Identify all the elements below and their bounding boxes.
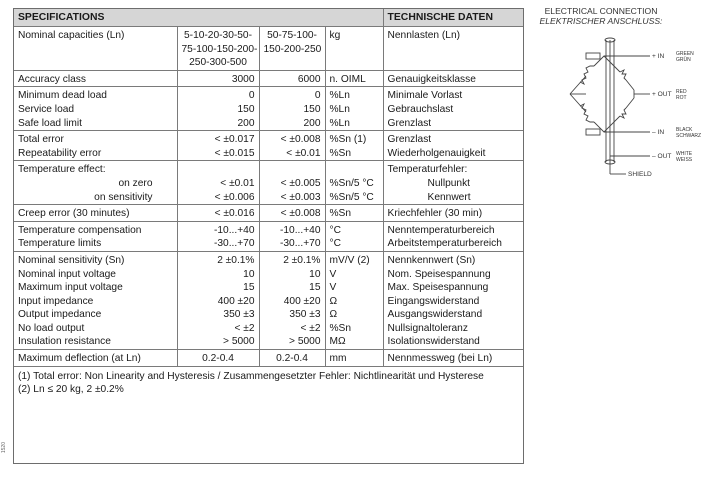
spec-label <box>14 191 177 205</box>
spec-value-v2: 10 <box>259 268 325 282</box>
spec-row <box>14 308 523 322</box>
spec-label <box>14 350 177 366</box>
spec-value-v1: < ±0.015 <box>177 147 259 161</box>
spec-german <box>383 177 523 191</box>
spec-unit: MΩ <box>325 335 383 349</box>
spec-unit: %Sn <box>325 205 383 222</box>
spec-value-line: 250-300-500 <box>189 57 247 69</box>
spec-label-text: on sensitivity <box>94 191 153 203</box>
spec-label-text: Total error <box>18 134 64 146</box>
spec-german <box>383 147 523 161</box>
spec-german <box>383 161 523 177</box>
spec-value-v1: 15 <box>177 281 259 295</box>
spec-row <box>14 131 523 147</box>
spec-unit: %Sn <box>325 147 383 161</box>
spec-unit: %Sn/5 °C <box>325 191 383 205</box>
spec-german <box>383 281 523 295</box>
spec-value-v1: < ±2 <box>177 322 259 336</box>
spec-german-text: Ausgangswiderstand <box>387 309 483 321</box>
spec-row <box>14 281 523 295</box>
spec-label <box>14 221 177 237</box>
spec-label <box>14 268 177 282</box>
bridge-diagram <box>530 4 708 194</box>
spec-value-v2: 350 ±3 <box>259 308 325 322</box>
spec-label-text: on zero <box>118 177 153 189</box>
electrical-title: ELECTRICAL CONNECTION <box>544 6 658 16</box>
spec-label <box>14 237 177 251</box>
spec-row <box>14 27 523 71</box>
spec-german <box>383 87 523 103</box>
spec-value-v1: 2 ±0.1% <box>177 251 259 267</box>
spec-grid <box>14 9 523 366</box>
spec-german <box>383 103 523 117</box>
wire-color-white: WHITE <box>676 151 693 157</box>
spec-value-v2: 0.2-0.4 <box>259 350 325 366</box>
spec-value-line: 50-75-100- <box>267 30 317 41</box>
spec-label-text: Accuracy class <box>18 73 86 85</box>
footnote-2: (2) Ln ≤ 20 kg, 2 ±0.2% <box>18 384 124 396</box>
header-row <box>14 9 523 27</box>
spec-label-text: Safe load limit <box>18 117 82 129</box>
spec-unit: Ω <box>325 295 383 309</box>
spec-value-v1: 400 ±20 <box>177 295 259 309</box>
spec-row <box>14 161 523 177</box>
spec-german <box>383 191 523 205</box>
spec-german <box>383 268 523 282</box>
shield-label: SHIELD <box>628 171 652 178</box>
spec-german-text: Grenzlast <box>387 134 432 146</box>
spec-value-v1: 150 <box>177 103 259 117</box>
spec-label-text: Minimum dead load <box>18 90 107 102</box>
spec-value-v2: 400 ±20 <box>259 295 325 309</box>
header-technische-daten: TECHNISCHE DATEN <box>383 9 523 27</box>
spec-label-text: Output impedance <box>18 309 102 321</box>
spec-value-v2: 150 <box>259 103 325 117</box>
spec-row <box>14 268 523 282</box>
spec-german-text: Genauigkeitsklasse <box>387 73 476 85</box>
spec-unit: %Ln <box>325 103 383 117</box>
spec-unit: %Sn <box>325 322 383 336</box>
spec-unit: V <box>325 268 383 282</box>
spec-german-text: Nennmessweg (bei Ln) <box>387 353 493 365</box>
spec-unit: %Sn (1) <box>325 131 383 147</box>
spec-value-v1: -10...+40 <box>177 221 259 237</box>
spec-label-text: Insulation resistance <box>18 336 111 348</box>
spec-german-text: Nenntemperaturbereich <box>387 224 495 236</box>
header-specifications: SPECIFICATIONS <box>14 9 383 27</box>
spec-value-v2: < ±0.008 <box>259 205 325 222</box>
spec-row <box>14 295 523 309</box>
spec-german-text: Kennwert <box>427 191 471 203</box>
wire-label-plus-in: + IN <box>652 53 665 60</box>
spec-unit <box>325 161 383 177</box>
spec-german-text: Gebrauchslast <box>387 103 454 115</box>
spec-label <box>14 27 177 71</box>
spec-row <box>14 237 523 251</box>
spec-german-text: Wiederholgenauigkeit <box>387 147 486 159</box>
wire-color-gruen: GRÜN <box>676 57 691 63</box>
spec-label-text: Temperature effect: <box>18 164 106 176</box>
spec-value-v1: 350 ±3 <box>177 308 259 322</box>
spec-value-v2: < ±0.003 <box>259 191 325 205</box>
spec-unit: %Sn/5 °C <box>325 177 383 191</box>
spec-german-text: Nennlasten (Ln) <box>387 30 461 41</box>
spec-unit: kg <box>325 27 383 71</box>
spec-unit: Ω <box>325 308 383 322</box>
spec-value-v2: 0 <box>259 87 325 103</box>
spec-label-text: Nominal sensitivity (Sn) <box>18 254 125 266</box>
spec-german <box>383 70 523 87</box>
spec-value-v2: > 5000 <box>259 335 325 349</box>
spec-label <box>14 281 177 295</box>
electrical-subtitle: ELEKTRISCHER ANSCHLUSS: <box>539 16 663 26</box>
wire-color-weiss: WEISS <box>676 157 693 163</box>
spec-german-text: Arbeitstemperaturbereich <box>387 238 502 250</box>
spec-row <box>14 205 523 222</box>
spec-value-v2: 15 <box>259 281 325 295</box>
spec-label <box>14 251 177 267</box>
spec-german-text: Nullpunkt <box>427 177 471 189</box>
wire-label-plus-out: + OUT <box>652 91 672 98</box>
spec-label <box>14 335 177 349</box>
wire-color-black: BLACK <box>676 127 693 133</box>
spec-label-text: Nominal capacities (Ln) <box>18 30 125 41</box>
spec-value-v1: 3000 <box>177 70 259 87</box>
spec-label <box>14 205 177 222</box>
spec-german <box>383 308 523 322</box>
spec-label-text: Service load <box>18 103 75 115</box>
spec-german-text: Nom. Speisespannung <box>387 268 491 280</box>
spec-value-v1: 10 <box>177 268 259 282</box>
spec-value-v1: 0.2-0.4 <box>177 350 259 366</box>
spec-german <box>383 335 523 349</box>
spec-value-v2: < ±2 <box>259 322 325 336</box>
spec-label-text: Repeatability error <box>18 147 102 159</box>
wire-color-schwarz: SCHWARZ <box>676 133 702 139</box>
spec-label <box>14 87 177 103</box>
footnote-1: (1) Total error: Non Linearity and Hysteresis / Zusammengesetzter Fehler: Nichtlinearität und Hysterese <box>18 370 484 382</box>
spec-label-text: Nominal input voltage <box>18 268 116 280</box>
wire-color-rot: ROT <box>676 95 687 101</box>
spec-value-v2: -10...+40 <box>259 221 325 237</box>
spec-row <box>14 350 523 366</box>
spec-german <box>383 205 523 222</box>
spec-label-text: Input impedance <box>18 295 94 307</box>
spec-value-v1 <box>177 27 259 71</box>
spec-german <box>383 131 523 147</box>
spec-row <box>14 322 523 336</box>
spec-value-v1 <box>177 161 259 177</box>
spec-value-v2: < ±0.008 <box>259 131 325 147</box>
spec-value-v1: < ±0.01 <box>177 177 259 191</box>
spec-row <box>14 103 523 117</box>
spec-label <box>14 177 177 191</box>
wire-color-red: RED <box>676 89 687 95</box>
spec-value-v2: 2 ±0.1% <box>259 251 325 267</box>
spec-label <box>14 308 177 322</box>
spec-value-v1: < ±0.016 <box>177 205 259 222</box>
spec-german <box>383 221 523 237</box>
spec-value-v1: 200 <box>177 117 259 131</box>
spec-unit: V <box>325 281 383 295</box>
specifications-table <box>13 8 524 464</box>
spec-label-text: Temperature limits <box>18 238 102 250</box>
spec-label-text: Maximum deflection (at Ln) <box>18 353 141 365</box>
spec-german-text: Temperaturfehler: <box>387 164 468 176</box>
spec-value-v2 <box>259 161 325 177</box>
spec-german-text: Kriechfehler (30 min) <box>387 208 483 220</box>
spec-label <box>14 117 177 131</box>
spec-german-text: Max. Speisespannung <box>387 282 489 294</box>
spec-german-text: Nennkennwert (Sn) <box>387 254 476 266</box>
wire-label-minus-out: – OUT <box>652 153 672 160</box>
spec-value-line: 150-200-250 <box>263 43 322 55</box>
spec-label <box>14 70 177 87</box>
spec-value-v1: -30...+70 <box>177 237 259 251</box>
spec-german <box>383 350 523 366</box>
spec-german <box>383 27 523 71</box>
spec-label <box>14 147 177 161</box>
spec-row <box>14 335 523 349</box>
spec-unit: %Ln <box>325 87 383 103</box>
spec-row <box>14 221 523 237</box>
spec-value-v2 <box>259 27 325 71</box>
spec-value-line: 5-10-20-30-50- <box>184 30 252 41</box>
spec-row <box>14 147 523 161</box>
spec-value-v2: -30...+70 <box>259 237 325 251</box>
spec-german-text: Eingangswiderstand <box>387 295 480 307</box>
side-code: 1520 <box>1 442 7 454</box>
spec-row <box>14 70 523 87</box>
spec-german <box>383 117 523 131</box>
wire-color-green: GREEN <box>676 51 694 57</box>
spec-label <box>14 131 177 147</box>
spec-unit: mm <box>325 350 383 366</box>
spec-label <box>14 295 177 309</box>
spec-row <box>14 191 523 205</box>
spec-value-line: 75-100-150-200- <box>181 43 258 55</box>
spec-value-v1: 0 <box>177 87 259 103</box>
spec-value-v1: < ±0.017 <box>177 131 259 147</box>
spec-german-text: Grenzlast <box>387 117 432 129</box>
spec-label-text: No load output <box>18 322 85 334</box>
spec-row <box>14 117 523 131</box>
spec-unit: %Ln <box>325 117 383 131</box>
spec-value-v2: < ±0.005 <box>259 177 325 191</box>
spec-unit: °C <box>325 221 383 237</box>
spec-label-text: Creep error (30 minutes) <box>18 208 130 220</box>
spec-value-v1: < ±0.006 <box>177 191 259 205</box>
spec-value-v2: 6000 <box>259 70 325 87</box>
spec-unit: mV/V (2) <box>325 251 383 267</box>
spec-german <box>383 251 523 267</box>
spec-row <box>14 177 523 191</box>
spec-unit: n. OIML <box>325 70 383 87</box>
spec-german <box>383 295 523 309</box>
spec-value-v2: 200 <box>259 117 325 131</box>
spec-german-text: Nullsignaltoleranz <box>387 322 468 334</box>
wire-label-minus-in: – IN <box>652 129 665 136</box>
spec-row <box>14 251 523 267</box>
spec-german-text: Isolationswiderstand <box>387 336 480 348</box>
spec-german <box>383 237 523 251</box>
spec-value-v2: < ±0.01 <box>259 147 325 161</box>
spec-value-v1: > 5000 <box>177 335 259 349</box>
spec-unit: °C <box>325 237 383 251</box>
spec-label-text: Maximum input voltage <box>18 282 123 294</box>
electrical-connection <box>530 4 708 194</box>
spec-label-text: Temperature compensation <box>18 224 142 236</box>
spec-label <box>14 161 177 177</box>
spec-german <box>383 322 523 336</box>
spec-label <box>14 103 177 117</box>
footnotes <box>14 366 523 400</box>
spec-row <box>14 87 523 103</box>
spec-label <box>14 322 177 336</box>
spec-german-text: Minimale Vorlast <box>387 90 463 102</box>
